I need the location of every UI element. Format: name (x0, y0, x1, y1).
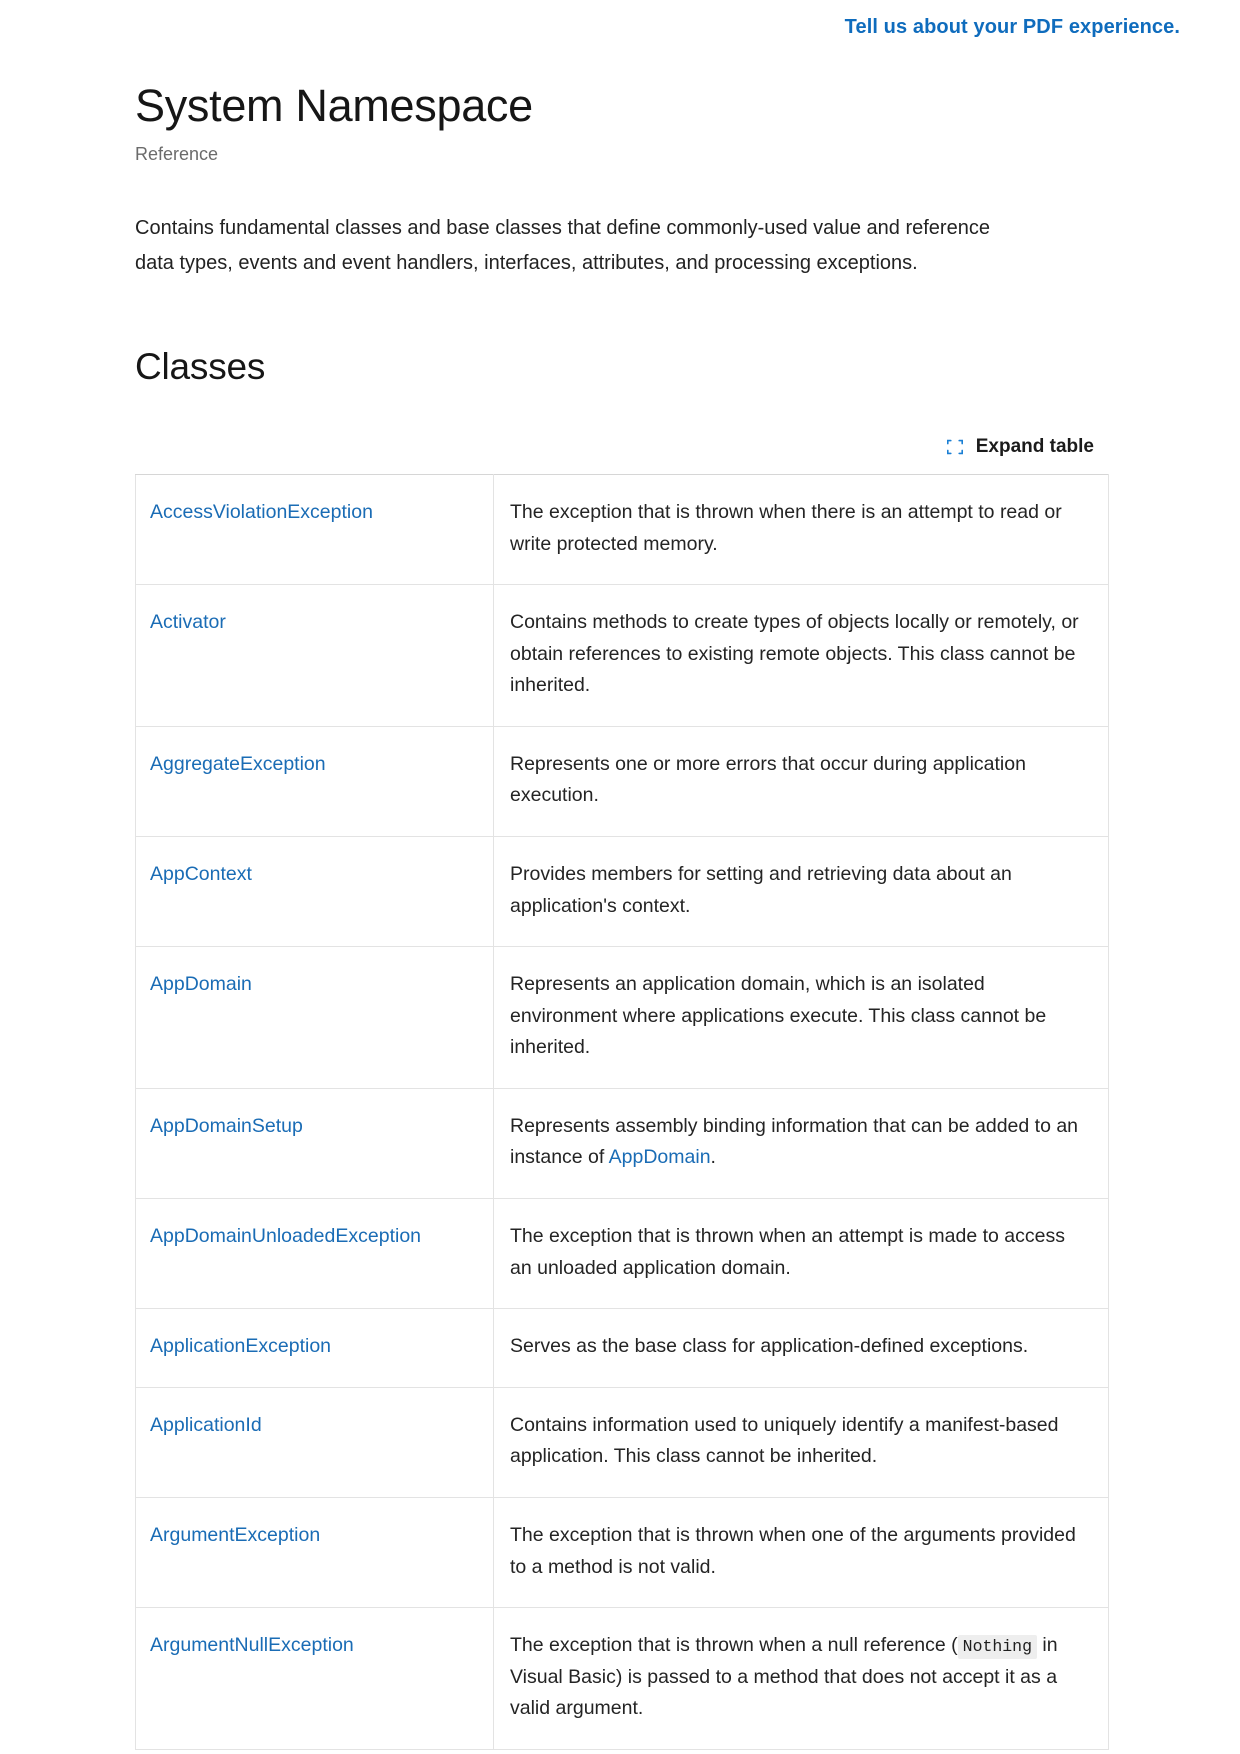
class-link-aggregateexception[interactable]: AggregateException (150, 752, 326, 775)
table-row (136, 1608, 1109, 1750)
table-cell-name (136, 1309, 494, 1388)
table-row (136, 836, 1109, 946)
table-row (136, 1497, 1109, 1607)
description-text-prefix: Represents assembly binding information that can be added to an instance of (510, 1114, 1079, 1169)
expand-table-label: Expand table (975, 435, 1094, 457)
table-row (136, 726, 1109, 836)
class-link-argumentexception[interactable]: ArgumentException (150, 1523, 321, 1546)
table-cell-description: The exception that is thrown when one of the arguments provided to a method is not valid. (494, 1497, 1109, 1607)
table-cell-name (136, 474, 494, 584)
table-toolbar (135, 434, 1110, 460)
section-heading-classes: Classes (135, 345, 266, 387)
class-link-appcontext[interactable]: AppContext (150, 862, 252, 885)
classes-table (135, 474, 1109, 1750)
table-row (136, 1088, 1109, 1198)
table-cell-description: Contains information used to uniquely identify a manifest-based application. This class cannot be inherited. (494, 1387, 1109, 1497)
expand-table-icon (945, 437, 965, 457)
classes-table-body (136, 474, 1109, 1749)
table-cell-description: The exception that is thrown when an attempt is made to access an unloaded application domain. (494, 1199, 1109, 1309)
expand-table-button[interactable] (941, 434, 1098, 460)
description-text-suffix: in Visual Basic) is passed to a method that does not accept it as a valid argument. (510, 1634, 1058, 1720)
description-text-suffix: . (710, 1146, 716, 1169)
table-cell-name (136, 726, 494, 836)
class-link-accessviolationexception[interactable]: AccessViolationException (150, 500, 373, 523)
class-link-appdomain[interactable]: AppDomain (150, 973, 252, 996)
table-cell-name (136, 1497, 494, 1607)
class-link-appdomainsetup[interactable]: AppDomainSetup (150, 1114, 303, 1137)
class-link-applicationexception[interactable]: ApplicationException (150, 1335, 332, 1358)
table-row (136, 585, 1109, 727)
table-cell-description (494, 1088, 1109, 1198)
table-cell-description: Represents an application domain, which is an isolated environment where applications execute. This class cannot be inherited. (494, 947, 1109, 1089)
table-cell-description: Contains methods to create types of objects locally or remotely, or obtain references to existing remote objects. This class cannot be inherited. (494, 585, 1109, 727)
table-cell-name (136, 947, 494, 1089)
class-link-appdomainunloadedexception[interactable]: AppDomainUnloadedException (150, 1225, 422, 1248)
table-cell-name (136, 1199, 494, 1309)
table-cell-name (136, 836, 494, 946)
table-cell-name (136, 1088, 494, 1198)
class-link-argumentnullexception[interactable]: ArgumentNullException (150, 1634, 354, 1657)
table-row (136, 1309, 1109, 1388)
table-cell-description: Serves as the base class for application-defined exceptions. (494, 1309, 1109, 1388)
page-content (135, 0, 1110, 1750)
table-row (136, 1387, 1109, 1497)
table-cell-name (136, 585, 494, 727)
table-cell-description: The exception that is thrown when there is an attempt to read or write protected memory. (510, 500, 1062, 555)
page-title: System Namespace (135, 80, 533, 131)
table-cell-name (136, 1387, 494, 1497)
table-row (136, 474, 1109, 584)
table-cell-description: Represents one or more errors that occur during application execution. (494, 726, 1109, 836)
table-cell-name (136, 1608, 494, 1750)
table-row (136, 1199, 1109, 1309)
class-link-activator[interactable]: Activator (150, 611, 226, 634)
class-link-applicationid[interactable]: ApplicationId (150, 1413, 262, 1436)
table-row (136, 947, 1109, 1089)
inline-link-appdomain[interactable]: AppDomain (608, 1146, 711, 1169)
page-subtitle: Reference (135, 143, 219, 164)
description-text-prefix: The exception that is thrown when a null reference ( (510, 1634, 958, 1657)
table-cell-description (494, 1608, 1109, 1750)
intro-paragraph: Contains fundamental classes and base classes that define commonly-used value and reference data types, events and event handlers, interfaces, attributes, and processing exceptions. (135, 216, 990, 275)
pdf-experience-feedback-link[interactable]: Tell us about your PDF experience. (844, 16, 1180, 38)
code-span-nothing: Nothing (958, 1635, 1037, 1659)
table-cell-description: Provides members for setting and retrieving data about an application's context. (494, 836, 1109, 946)
